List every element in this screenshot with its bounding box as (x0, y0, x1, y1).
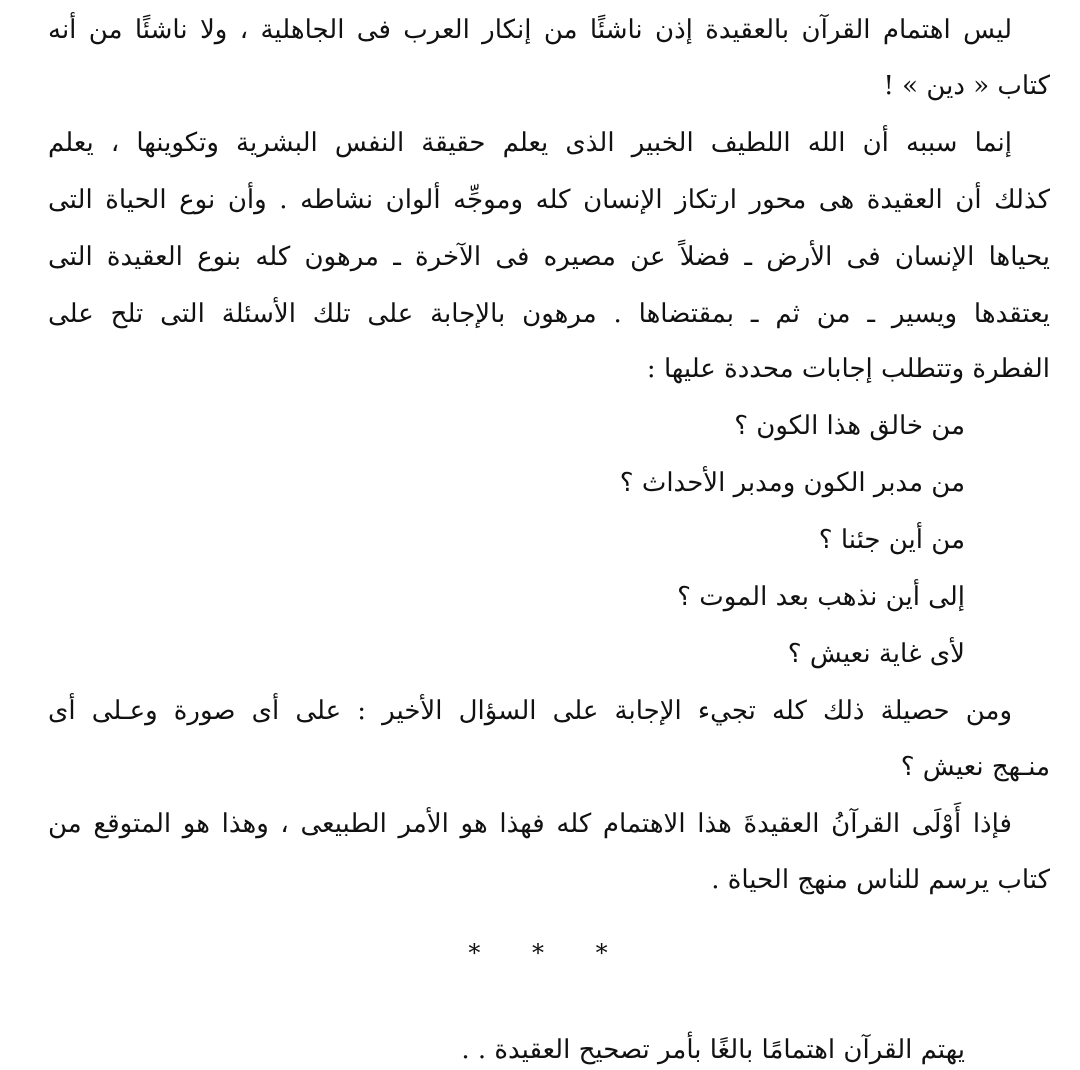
paragraph-2-line-5: الفطرة وتتطلب إجابات محددة عليها : (646, 354, 1050, 384)
paragraph-3-line-1: ومن حصيلة ذلك كله تجيء الإجابة على السؤال الأخير : على أى صورة وعـلى أى (48, 696, 1012, 726)
question-4: إلى أين نذهب بعد الموت ؟ (677, 582, 965, 612)
question-5: لأى غاية نعيش ؟ (787, 639, 965, 669)
paragraph-1-line-1: ليس اهتمام القرآن بالعقيدة إذن ناشئًا من إنكار العرب فى الجاهلية ، ولا ناشئًا من أنه (48, 15, 1012, 45)
paragraph-1-line-2: كتاب « دين » ! (883, 71, 1050, 101)
section-heading-line: يهتم القرآن اهتمامًا بالغًا بأمر تصحيح العقيدة . . (461, 1035, 965, 1065)
paragraph-4-line-2: كتاب يرسم للناس منهج الحياة . (711, 865, 1050, 895)
document-page (48, 14, 1050, 1065)
paragraph-2-line-1: إنما سببه أن الله اللطيف الخبير الذى يعلم حقيقة النفس البشرية وتكوينها ، يعلم (48, 128, 1012, 158)
section-separator: * * * (468, 939, 630, 967)
question-1: من خالق هذا الكون ؟ (734, 411, 965, 441)
paragraph-2-line-2: كذلك أن العقيدة هى محور ارتكاز الإنسان كله وموجِّه ألوان نشاطه . وأن نوع الحياة التى (48, 185, 1050, 215)
question-2: من مدبر الكون ومدبر الأحداث ؟ (619, 468, 965, 498)
question-3: من أين جئنا ؟ (818, 525, 965, 555)
paragraph-4-line-1: فإذا أَوْلَى القرآنُ العقيدةَ هذا الاهتمام كله فهذا هو الأمر الطبيعى ، وهذا هو المتوقع من (48, 809, 1012, 839)
paragraph-2-line-4: يعتقدها ويسير ـ من ثم ـ بمقتضاها . مرهون بالإجابة على تلك الأسئلة التى تلح على (48, 299, 1050, 329)
paragraph-2-line-3: يحياها الإنسان فى الأرض ـ فضلاً عن مصيره فى الآخرة ـ مرهون كله بنوع العقيدة التى (48, 242, 1050, 272)
paragraph-3-line-2: منـهج نعيش ؟ (900, 752, 1050, 782)
